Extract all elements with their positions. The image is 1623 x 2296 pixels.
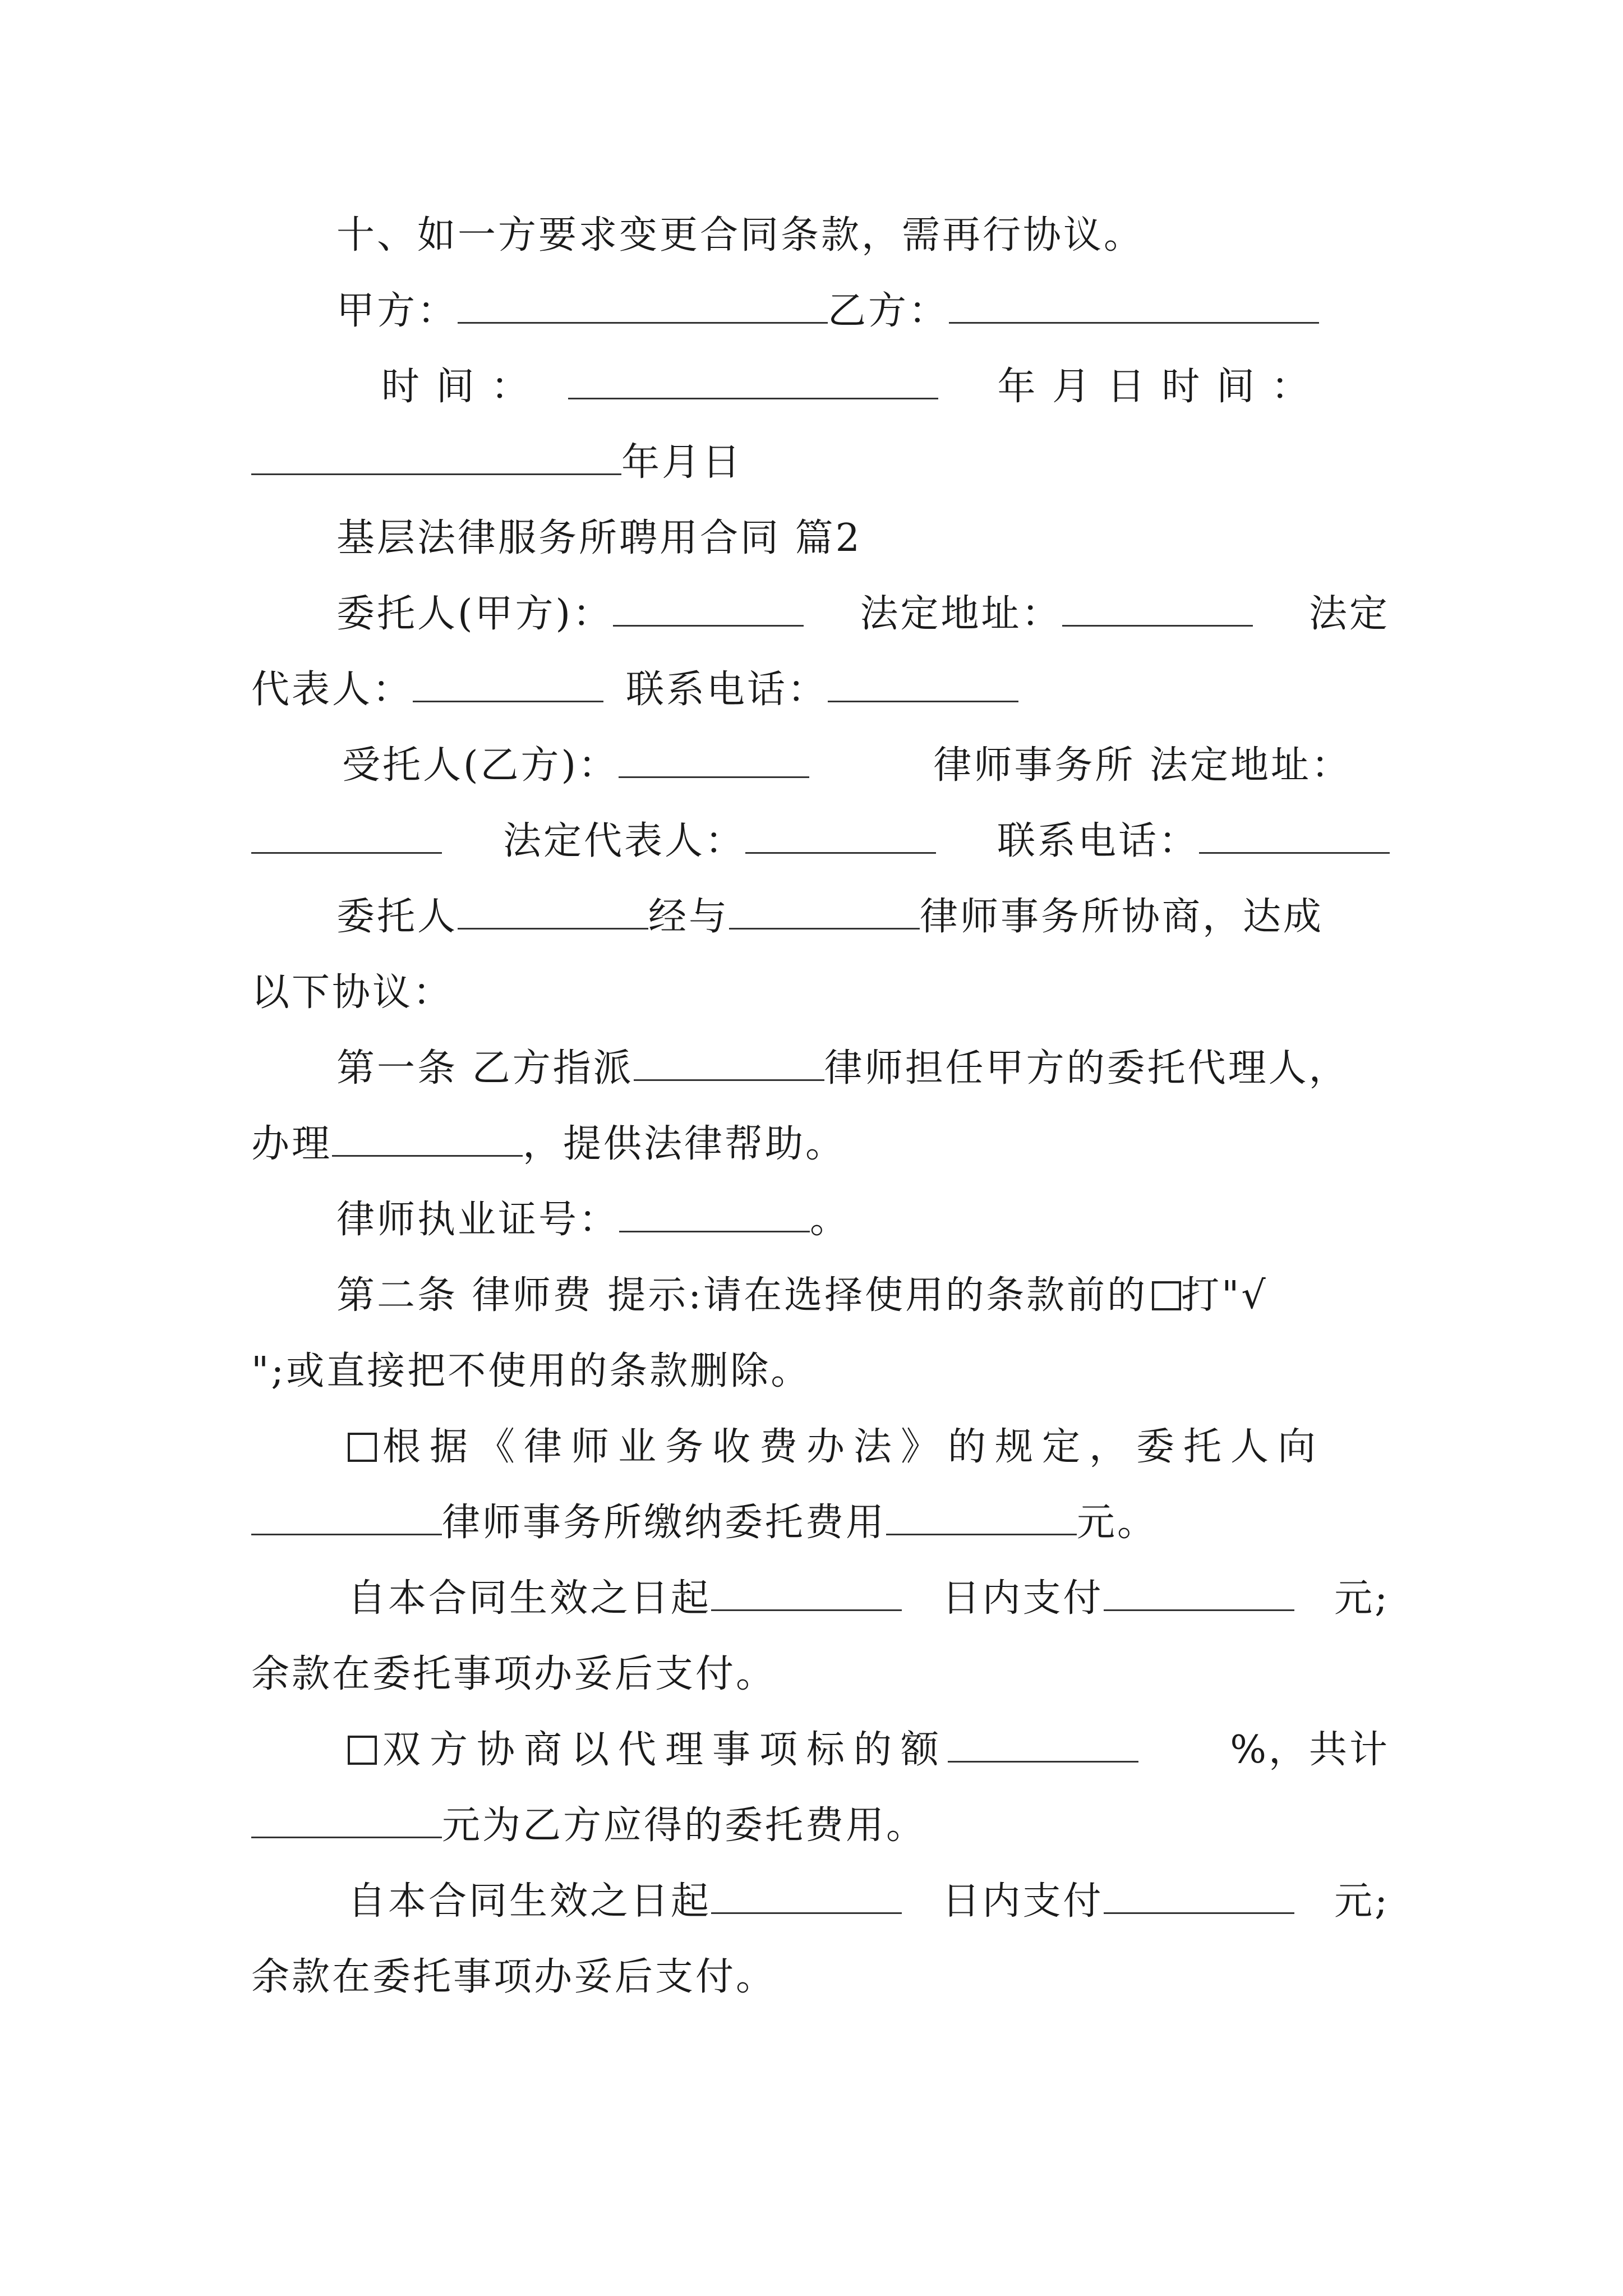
intro-with: 经与: [648, 895, 730, 939]
client-label: 委托人(甲方)：: [336, 592, 614, 636]
legal-address-label: 法定地址：: [860, 592, 1062, 636]
option-two-cont: [251, 1803, 1390, 1848]
intro-client: 委托人: [336, 895, 458, 939]
matter-blank: [332, 1122, 523, 1157]
article-one-cont: [251, 1122, 1390, 1167]
party-a-blank: [458, 289, 828, 324]
payment-one: [348, 1576, 1390, 1621]
trustee-rep-blank: [745, 820, 936, 854]
intro-firm-blank: [729, 895, 920, 930]
payment-two-start: 自本合同生效之日起: [348, 1879, 712, 1924]
article-one-start: 第一条 乙方指派: [336, 1046, 634, 1091]
license-blank: [619, 1198, 810, 1232]
option-two-amount-blank: [251, 1804, 442, 1838]
option-one-fee-blank: [886, 1501, 1077, 1535]
payment-two: [348, 1879, 1390, 1924]
option-two-text: 双方协商以代理事项标的额: [382, 1728, 948, 1772]
payment-two-amount-blank: [1104, 1880, 1294, 1914]
date-row: [381, 365, 1357, 409]
option-two-cont-text: 元为乙方应得的委托费用。: [442, 1803, 927, 1848]
trustee-rep-row: [251, 819, 1390, 864]
payment-one-yuan: 元;: [1334, 1576, 1390, 1621]
lawyer-blank: [634, 1047, 824, 1081]
option-two-checkbox[interactable]: [348, 1736, 377, 1765]
date-time-label-b: 年 月 日 时 间 ：: [997, 365, 1312, 409]
phone-blank: [828, 668, 1018, 702]
time-a-blank: [568, 365, 938, 399]
clause-ten-text: 十、如一方要求变更合同条款，需再行协议。: [336, 213, 1145, 257]
legal-rep-label-start: 法定: [1308, 592, 1390, 636]
option-one-firm-blank: [251, 1501, 442, 1535]
option-two-percent-blank: [948, 1728, 1138, 1763]
license-row: [336, 1198, 1390, 1243]
date-suffix: 年月日: [621, 440, 743, 485]
section-title: [336, 516, 1390, 561]
payment-two-cont: [251, 1955, 1390, 2000]
client-row: [336, 592, 1390, 637]
agreement-intro-cont: [251, 970, 1390, 1015]
option-one-cont: [251, 1501, 1390, 1545]
clause-ten: [336, 213, 1390, 258]
section-title-text: 基层法律服务所聘用合同 篇2: [336, 516, 862, 560]
client-rep-row: [251, 668, 1390, 712]
intro-firm: 律师事务所协商，达成: [920, 895, 1324, 939]
option-one-yuan: 元。: [1077, 1501, 1158, 1545]
payment-one-mid: 日内支付: [942, 1576, 1104, 1621]
article-two-cont: [251, 1349, 1390, 1394]
legal-help-text: ，提供法律帮助。: [523, 1122, 846, 1166]
trustee-label: 受托人(乙方)：: [342, 743, 619, 788]
article-two-cont-text: ";或直接把不使用的条款删除。: [251, 1349, 811, 1393]
payment-two-days-blank: [711, 1880, 902, 1914]
party-b-blank: [949, 289, 1319, 324]
legal-address-blank: [1062, 592, 1253, 627]
payment-one-days-blank: [711, 1577, 902, 1611]
option-two: [348, 1728, 1390, 1773]
article-two-text: 第二条 律师费 提示:请在选择使用的条款前的: [336, 1273, 1148, 1318]
option-one-text: 根据《律师业务收费办法》的规定，委托人向: [382, 1425, 1325, 1469]
payment-two-yuan: 元;: [1334, 1879, 1390, 1924]
date-row-continued: [251, 440, 1390, 485]
trustee-rep-label: 法定代表人：: [502, 819, 745, 863]
payment-two-mid: 日内支付: [942, 1879, 1104, 1924]
option-one-checkbox[interactable]: [348, 1433, 377, 1462]
article-one: [336, 1046, 1390, 1091]
payment-two-cont-text: 余款在委托事项办妥后支付。: [251, 1955, 777, 1999]
phone-label: 联系电话：: [626, 668, 828, 712]
rep-blank: [413, 668, 603, 702]
signature-row: [336, 289, 1390, 334]
article-two-tick: 打"√: [1181, 1273, 1268, 1318]
rep-label: 代表人：: [251, 668, 413, 712]
license-end: 。: [810, 1198, 851, 1242]
party-a-label: 甲方：: [336, 289, 458, 333]
checkbox-icon: [1152, 1281, 1181, 1310]
payment-one-cont: [251, 1652, 1390, 1697]
trustee-phone-blank: [1199, 820, 1390, 854]
agreement-intro: [336, 895, 1390, 940]
payment-one-cont-text: 余款在委托事项办妥后支付。: [251, 1652, 777, 1696]
firm-address-blank: [251, 820, 442, 854]
payment-one-start: 自本合同生效之日起: [348, 1576, 712, 1621]
payment-one-amount-blank: [1104, 1577, 1294, 1611]
party-b-label: 乙方：: [828, 289, 949, 333]
option-one-fee-text: 律师事务所缴纳委托费用: [442, 1501, 887, 1545]
article-one-end: 律师担任甲方的委托代理人，: [824, 1046, 1349, 1091]
option-one: [348, 1425, 1390, 1470]
handle-label: 办理: [251, 1122, 333, 1166]
intro-client-blank: [458, 895, 648, 930]
firm-address-label: 律师事务所 法定地址：: [933, 743, 1352, 788]
trustee-phone-label: 联系电话：: [997, 819, 1199, 863]
trustee-row: [342, 743, 1352, 788]
trustee-blank: [619, 744, 809, 778]
license-label: 律师执业证号：: [336, 1198, 620, 1242]
time-label-a: 时 间 ：: [381, 365, 532, 409]
intro-cont-text: 以下协议：: [251, 970, 454, 1015]
client-blank: [613, 592, 804, 627]
option-two-percent: %，共计: [1230, 1728, 1390, 1772]
time-b-blank: [251, 441, 621, 475]
article-two: [336, 1273, 1390, 1318]
